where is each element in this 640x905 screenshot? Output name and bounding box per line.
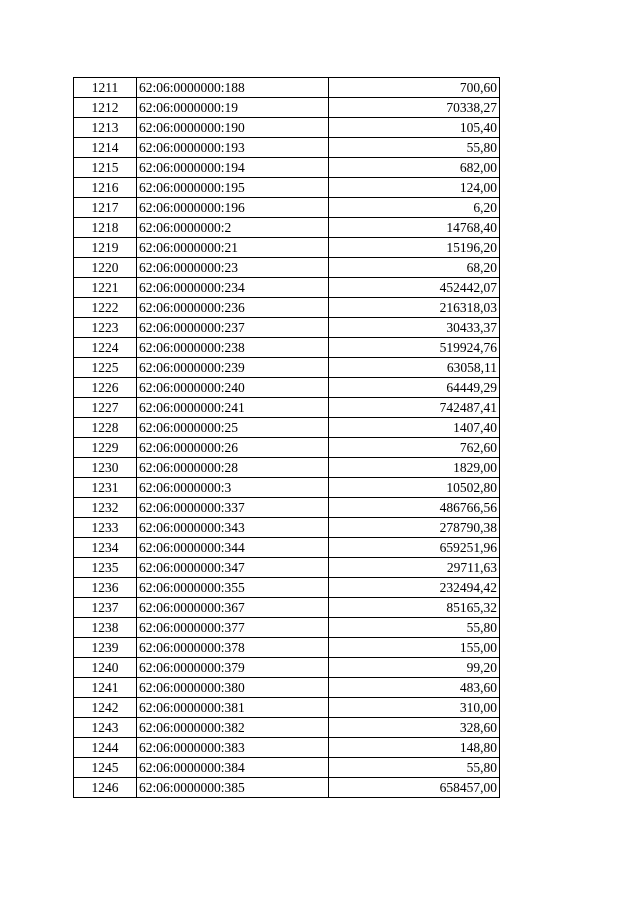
row-number-cell: 1212 <box>74 98 137 118</box>
cadastral-number-cell: 62:06:0000000:194 <box>137 158 329 178</box>
area-value-cell: 1407,40 <box>329 418 500 438</box>
table-row <box>74 278 500 298</box>
row-number-cell: 1221 <box>74 278 137 298</box>
cadastral-number-cell: 62:06:0000000:190 <box>137 118 329 138</box>
area-value-cell: 452442,07 <box>329 278 500 298</box>
area-value-cell: 10502,80 <box>329 478 500 498</box>
cadastral-number-cell: 62:06:0000000:379 <box>137 658 329 678</box>
area-value-cell: 658457,00 <box>329 778 500 798</box>
area-value-cell: 29711,63 <box>329 558 500 578</box>
area-value-cell: 216318,03 <box>329 298 500 318</box>
table-row <box>74 338 500 358</box>
area-value-cell: 148,80 <box>329 738 500 758</box>
document-page <box>73 77 500 798</box>
row-number-cell: 1214 <box>74 138 137 158</box>
area-value-cell: 63058,11 <box>329 358 500 378</box>
area-value-cell: 55,80 <box>329 138 500 158</box>
cadastral-number-cell: 62:06:0000000:25 <box>137 418 329 438</box>
row-number-cell: 1223 <box>74 318 137 338</box>
row-number-cell: 1238 <box>74 618 137 638</box>
table-row <box>74 458 500 478</box>
row-number-cell: 1215 <box>74 158 137 178</box>
table-row <box>74 558 500 578</box>
cadastral-number-cell: 62:06:0000000:382 <box>137 718 329 738</box>
cadastral-number-cell: 62:06:0000000:383 <box>137 738 329 758</box>
table-row <box>74 238 500 258</box>
cadastral-number-cell: 62:06:0000000:195 <box>137 178 329 198</box>
row-number-cell: 1213 <box>74 118 137 138</box>
area-value-cell: 700,60 <box>329 78 500 98</box>
table-row <box>74 438 500 458</box>
table-row <box>74 178 500 198</box>
area-value-cell: 55,80 <box>329 758 500 778</box>
cadastral-number-cell: 62:06:0000000:23 <box>137 258 329 278</box>
table-row <box>74 218 500 238</box>
area-value-cell: 1829,00 <box>329 458 500 478</box>
cadastral-number-cell: 62:06:0000000:380 <box>137 678 329 698</box>
row-number-cell: 1219 <box>74 238 137 258</box>
table-row <box>74 678 500 698</box>
row-number-cell: 1218 <box>74 218 137 238</box>
cadastral-number-cell: 62:06:0000000:385 <box>137 778 329 798</box>
cadastral-number-cell: 62:06:0000000:238 <box>137 338 329 358</box>
cadastral-number-cell: 62:06:0000000:384 <box>137 758 329 778</box>
area-value-cell: 682,00 <box>329 158 500 178</box>
cadastral-number-cell: 62:06:0000000:239 <box>137 358 329 378</box>
area-value-cell: 278790,38 <box>329 518 500 538</box>
table-row <box>74 698 500 718</box>
cadastral-number-cell: 62:06:0000000:343 <box>137 518 329 538</box>
row-number-cell: 1222 <box>74 298 137 318</box>
table-row <box>74 718 500 738</box>
area-value-cell: 742487,41 <box>329 398 500 418</box>
table-row <box>74 158 500 178</box>
row-number-cell: 1229 <box>74 438 137 458</box>
row-number-cell: 1217 <box>74 198 137 218</box>
table-row <box>74 778 500 798</box>
table-row <box>74 758 500 778</box>
row-number-cell: 1234 <box>74 538 137 558</box>
row-number-cell: 1231 <box>74 478 137 498</box>
row-number-cell: 1246 <box>74 778 137 798</box>
row-number-cell: 1216 <box>74 178 137 198</box>
row-number-cell: 1230 <box>74 458 137 478</box>
cadastral-number-cell: 62:06:0000000:347 <box>137 558 329 578</box>
area-value-cell: 310,00 <box>329 698 500 718</box>
row-number-cell: 1211 <box>74 78 137 98</box>
area-value-cell: 155,00 <box>329 638 500 658</box>
area-value-cell: 14768,40 <box>329 218 500 238</box>
area-value-cell: 6,20 <box>329 198 500 218</box>
row-number-cell: 1224 <box>74 338 137 358</box>
area-value-cell: 64449,29 <box>329 378 500 398</box>
cadastral-number-cell: 62:06:0000000:381 <box>137 698 329 718</box>
area-value-cell: 105,40 <box>329 118 500 138</box>
row-number-cell: 1236 <box>74 578 137 598</box>
row-number-cell: 1220 <box>74 258 137 278</box>
table-row <box>74 78 500 98</box>
row-number-cell: 1232 <box>74 498 137 518</box>
table-row <box>74 398 500 418</box>
area-value-cell: 15196,20 <box>329 238 500 258</box>
table-row <box>74 258 500 278</box>
row-number-cell: 1243 <box>74 718 137 738</box>
table-row <box>74 638 500 658</box>
area-value-cell: 68,20 <box>329 258 500 278</box>
row-number-cell: 1239 <box>74 638 137 658</box>
cadastral-number-cell: 62:06:0000000:196 <box>137 198 329 218</box>
area-value-cell: 762,60 <box>329 438 500 458</box>
table-row <box>74 478 500 498</box>
table-row <box>74 378 500 398</box>
cadastral-number-cell: 62:06:0000000:3 <box>137 478 329 498</box>
cadastral-number-cell: 62:06:0000000:236 <box>137 298 329 318</box>
table-body <box>74 78 500 798</box>
cadastral-number-cell: 62:06:0000000:337 <box>137 498 329 518</box>
cadastral-number-cell: 62:06:0000000:241 <box>137 398 329 418</box>
cadastral-number-cell: 62:06:0000000:240 <box>137 378 329 398</box>
row-number-cell: 1235 <box>74 558 137 578</box>
area-value-cell: 30433,37 <box>329 318 500 338</box>
table-row <box>74 518 500 538</box>
area-value-cell: 232494,42 <box>329 578 500 598</box>
area-value-cell: 659251,96 <box>329 538 500 558</box>
table-row <box>74 598 500 618</box>
cadastral-number-cell: 62:06:0000000:237 <box>137 318 329 338</box>
cadastral-number-cell: 62:06:0000000:188 <box>137 78 329 98</box>
row-number-cell: 1226 <box>74 378 137 398</box>
table-row <box>74 358 500 378</box>
area-value-cell: 486766,56 <box>329 498 500 518</box>
row-number-cell: 1240 <box>74 658 137 678</box>
row-number-cell: 1241 <box>74 678 137 698</box>
row-number-cell: 1237 <box>74 598 137 618</box>
area-value-cell: 328,60 <box>329 718 500 738</box>
table-row <box>74 738 500 758</box>
table-row <box>74 98 500 118</box>
row-number-cell: 1233 <box>74 518 137 538</box>
table-row <box>74 418 500 438</box>
table-row <box>74 658 500 678</box>
cadastral-number-cell: 62:06:0000000:21 <box>137 238 329 258</box>
cadastral-number-cell: 62:06:0000000:2 <box>137 218 329 238</box>
row-number-cell: 1244 <box>74 738 137 758</box>
row-number-cell: 1227 <box>74 398 137 418</box>
row-number-cell: 1225 <box>74 358 137 378</box>
table-row <box>74 318 500 338</box>
cadastral-number-cell: 62:06:0000000:26 <box>137 438 329 458</box>
cadastral-number-cell: 62:06:0000000:19 <box>137 98 329 118</box>
row-number-cell: 1245 <box>74 758 137 778</box>
cadastral-number-cell: 62:06:0000000:355 <box>137 578 329 598</box>
table-row <box>74 198 500 218</box>
area-value-cell: 483,60 <box>329 678 500 698</box>
area-value-cell: 519924,76 <box>329 338 500 358</box>
cadastral-number-cell: 62:06:0000000:193 <box>137 138 329 158</box>
cadastral-number-cell: 62:06:0000000:234 <box>137 278 329 298</box>
table-row <box>74 138 500 158</box>
cadastral-number-cell: 62:06:0000000:377 <box>137 618 329 638</box>
table-row <box>74 578 500 598</box>
table-row <box>74 618 500 638</box>
cadastral-number-cell: 62:06:0000000:378 <box>137 638 329 658</box>
cadastral-number-cell: 62:06:0000000:28 <box>137 458 329 478</box>
row-number-cell: 1228 <box>74 418 137 438</box>
cadastral-number-cell: 62:06:0000000:367 <box>137 598 329 618</box>
table-row <box>74 118 500 138</box>
area-value-cell: 85165,32 <box>329 598 500 618</box>
area-value-cell: 124,00 <box>329 178 500 198</box>
area-value-cell: 70338,27 <box>329 98 500 118</box>
area-value-cell: 55,80 <box>329 618 500 638</box>
cadastral-table <box>73 77 500 798</box>
table-row <box>74 538 500 558</box>
table-row <box>74 498 500 518</box>
row-number-cell: 1242 <box>74 698 137 718</box>
cadastral-number-cell: 62:06:0000000:344 <box>137 538 329 558</box>
table-row <box>74 298 500 318</box>
area-value-cell: 99,20 <box>329 658 500 678</box>
